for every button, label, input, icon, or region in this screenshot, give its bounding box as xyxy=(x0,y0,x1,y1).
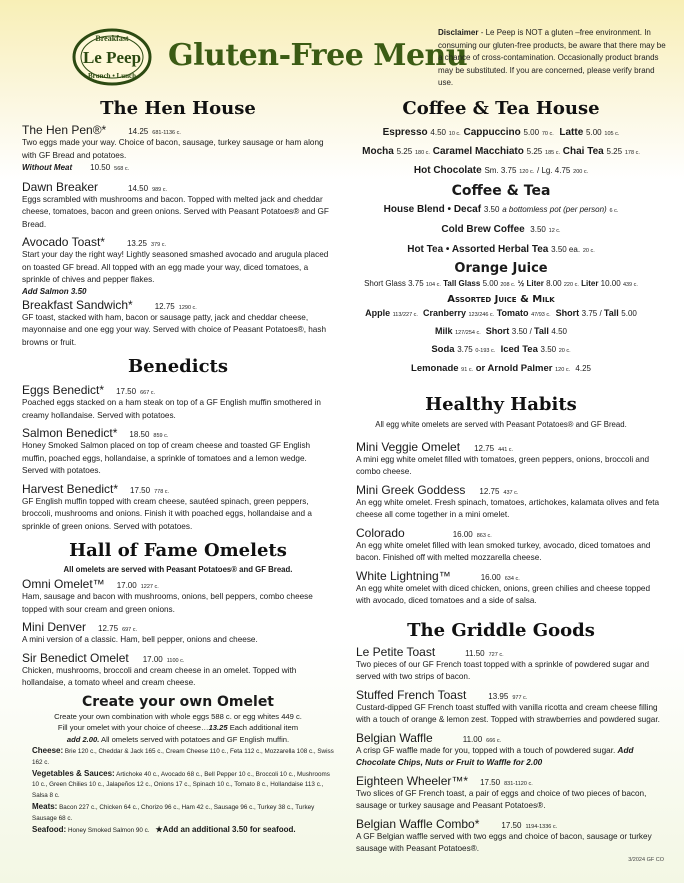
logo-main-text: Le Peep xyxy=(82,48,142,67)
menu-item xyxy=(356,440,662,479)
item-name: Belgian Waffle Combo* xyxy=(356,816,480,831)
item-name: Mini Greek Goddess xyxy=(356,482,466,497)
item-calories: 727 c. xyxy=(488,651,504,658)
item-price: 11.50 xyxy=(465,648,485,658)
item-name: Belgian Waffle xyxy=(356,730,433,745)
drink-calories: 120 c. xyxy=(519,169,535,175)
drink-calories: 123/246 c. xyxy=(468,312,495,318)
item-calories: 667 c. xyxy=(140,390,156,396)
cheese-options: Brie 120 c., Cheddar & Jack 165 c., Cream Cheese 110 c., Feta 112 c., Mozzarella 108 c., Swiss 162 c. xyxy=(32,748,334,766)
orange-juice-title: Orange Juice xyxy=(454,261,548,276)
drink-size: Short xyxy=(555,308,580,318)
griddle-goods-title: The Griddle Goods xyxy=(407,619,595,641)
item-description: GF English muffin topped with cream cheese, sautéed spinach, green peppers, broccoli, mushrooms and onions. Finish it with poached eggs, hollandaise and a sprinkle of green onions. Served with potatoes. xyxy=(22,496,312,531)
menu-item xyxy=(22,235,334,296)
item-name: Eggs Benedict* xyxy=(22,383,105,397)
drink-price: 4.25 xyxy=(575,364,591,373)
item-price: 12.75 xyxy=(98,624,119,633)
lemonade-row xyxy=(340,360,662,379)
menu-item xyxy=(22,482,334,534)
menu-item xyxy=(22,651,334,690)
item-calories: 977 c. xyxy=(512,694,528,701)
drink-price: 4.50 xyxy=(430,128,446,137)
drink-calories: 20 c. xyxy=(582,248,595,254)
item-name: Breakfast Sandwich* xyxy=(22,297,133,312)
drink-price: 3.75 xyxy=(457,345,473,354)
meats-label: Meats: xyxy=(32,801,58,811)
item-price: 17.00 xyxy=(142,654,163,664)
item-price: 17.50 xyxy=(480,777,501,787)
item-calories: 697 c. xyxy=(122,627,138,633)
item-price: 11.00 xyxy=(462,734,483,744)
item-description: Ham, sausage and bacon with mushrooms, onions, bell peppers, combo cheese topped with sour cream and green onions. xyxy=(22,592,313,614)
item-name: Avocado Toast* xyxy=(22,235,105,249)
item-description: Two eggs made your way. Choice of bacon, sausage, turkey sausage or ham along with GF Bread and potatoes. xyxy=(22,138,324,160)
item-name: Mini Denver xyxy=(22,620,87,634)
seafood-options: Honey Smoked Salmon 90 c. xyxy=(66,826,150,834)
item-calories: 1290 c. xyxy=(178,304,197,311)
drink-calories: 6 c. xyxy=(609,208,619,214)
item-price: 13.25 xyxy=(126,239,147,248)
healthy-items xyxy=(340,440,662,608)
drink-name: Latte xyxy=(559,127,584,138)
menu-item xyxy=(356,526,662,565)
omelets-title: Hall of Fame Omelets xyxy=(69,540,287,561)
drink-calories: 120 c. xyxy=(555,367,571,373)
item-calories: 859 c. xyxy=(153,433,169,439)
coffee-row-2 xyxy=(340,143,662,162)
item-calories: 379 c. xyxy=(150,242,166,248)
menu-item xyxy=(356,645,662,684)
item-price: 18.50 xyxy=(129,430,150,439)
item-description: Two slices of GF French toast, a pair of eggs and choice of two pieces of bacon, sausage or turkey sausage and Peasant Potatoes®. xyxy=(356,788,647,810)
menu-item xyxy=(22,180,334,232)
drink-calories: 0-193 c. xyxy=(475,348,496,354)
drink-price: 5.25 xyxy=(396,147,413,156)
item-calories: 778 c. xyxy=(154,488,170,495)
item-calories: 666 c. xyxy=(486,737,502,744)
drink-size: ½ Liter xyxy=(517,279,544,288)
create-line-2-rest: Each additional item xyxy=(227,723,299,732)
menu-item xyxy=(356,731,662,770)
drink-calories: 20 c. xyxy=(558,348,571,354)
vegetables-label: Vegetables & Sauces: xyxy=(32,768,115,778)
hen-house-title: The Hen House xyxy=(100,98,256,119)
drink-price: 3.50 xyxy=(483,205,500,214)
hot-chocolate-row xyxy=(340,162,662,181)
item-extra-price: 10.50 xyxy=(90,163,111,172)
drink-price: 3.50 ea. xyxy=(551,245,581,254)
item-price: 17.50 xyxy=(130,485,151,495)
drink-size: Short xyxy=(485,326,510,336)
drink-calories: 127/254 c. xyxy=(455,330,481,336)
drink-calories: 200 c. xyxy=(573,169,589,175)
footer-code: 3/2024 GF CO xyxy=(628,857,664,863)
seafood-add-note: ★Add an additional 3.50 for seafood. xyxy=(155,824,296,834)
drink-price: 5.00 xyxy=(523,128,540,137)
healthy-habits-title: Healthy Habits xyxy=(425,394,577,415)
item-description: An egg white omelet with diced chicken, onions, green chilies and cheese topped with avocado, diced tomatoes and a side of salsa. xyxy=(356,583,651,605)
drink-price: / Lg. 4.75 xyxy=(537,166,571,175)
item-extra-label: Without Meat xyxy=(22,163,73,172)
item-price: 12.75 xyxy=(154,301,175,311)
item-name: Le Petite Toast xyxy=(356,644,436,659)
disclaimer-text: - Le Peep is NOT a gluten –free environment. In consuming our gluten-free products, be aware that there may be a chance of cross-contamination. Occasionally product brands may be substituted. If you are concerned, please verify brand use. xyxy=(438,28,666,87)
menu-item xyxy=(356,483,662,522)
item-description: Honey Smoked Salmon placed on top of cream cheese and toasted GF English muffin, poached eggs, hollandaise, a sprinkle of tomatoes and a lemon wedge. Served with potatoes. xyxy=(22,441,311,475)
item-price: 13.95 xyxy=(488,691,509,701)
item-calories: 863 c. xyxy=(476,532,492,539)
cheese-label: Cheese: xyxy=(32,746,64,755)
drink-calories: 208 c. xyxy=(500,282,516,288)
item-extra-label: Add Salmon 3.50 xyxy=(22,286,87,296)
drink-price: 3.75 / xyxy=(581,309,604,318)
item-description: A mini version of a classic. Ham, bell pepper, onions and cheese. xyxy=(22,635,258,644)
menu-item xyxy=(356,817,662,856)
create-omelet-title: Create your own Omelet xyxy=(81,693,275,710)
create-price: 13.25 xyxy=(208,723,228,732)
meats-options: Bacon 227 c., Chicken 64 c., Chorizo 96 c., Ham 42 c., Sausage 96 c., Turkey 38 c., Turkey Sausage 68 c. xyxy=(32,803,315,822)
create-line-1: Create your own combination with whole eggs 588 c. or egg whites 449 c. xyxy=(54,711,302,721)
item-calories: 1227 c. xyxy=(140,584,159,590)
menu-item xyxy=(22,577,334,616)
item-calories: 634 c. xyxy=(504,575,520,582)
coffee-row-1 xyxy=(340,124,662,143)
item-name: Stuffed French Toast xyxy=(356,687,467,702)
item-description xyxy=(356,745,662,770)
drink-calories: 10 c. xyxy=(448,131,461,137)
drink-name: Mocha xyxy=(362,146,394,157)
drink-name: Hot Tea • Assorted Herbal Tea xyxy=(407,244,549,255)
item-calories: 681-1136 c. xyxy=(152,130,181,136)
item-price: 14.25 xyxy=(128,127,149,136)
item-price: 12.75 xyxy=(479,486,500,496)
item-description: A mini egg white omelet filled with tomatoes, green peppers, onions, broccoli and combo cheese. xyxy=(356,454,650,476)
griddle-items xyxy=(340,645,662,856)
item-price: 16.00 xyxy=(480,572,501,582)
drink-calories: 220 c. xyxy=(563,282,579,288)
item-name: Colorado xyxy=(356,525,405,540)
drink-calories: 439 c. xyxy=(622,282,638,288)
left-column xyxy=(22,98,334,836)
cold-brew-row xyxy=(340,220,662,241)
drink-price: 3.50 xyxy=(540,345,557,354)
item-price: 12.75 xyxy=(474,443,495,453)
drink-name: House Blend • Decaf xyxy=(383,204,482,215)
create-omelet-instructions xyxy=(22,711,334,746)
item-price: 14.50 xyxy=(128,183,149,193)
drink-name: Cappuccino xyxy=(463,127,521,138)
drink-name: Caramel Macchiato xyxy=(432,146,524,157)
drink-price: 5.25 xyxy=(606,147,623,156)
item-name: Salmon Benedict* xyxy=(22,426,118,440)
menu-item xyxy=(22,123,334,176)
juice-row xyxy=(340,305,662,323)
drink-price: 10.00 xyxy=(600,279,621,288)
item-name: The Hen Pen®* xyxy=(22,123,107,137)
item-description: Chicken, mushrooms, broccoli and cream cheese in an omelet. Topped with hollandaise, a tomato wheel and cream cheese. xyxy=(22,665,297,687)
menu-item xyxy=(356,688,662,727)
item-price: 16.00 xyxy=(452,529,473,539)
item-description: Poached eggs stacked on a ham steak on top of a GF English muffin smothered in creamy hollandaise. Served with potatoes. xyxy=(22,398,321,420)
drink-name: Iced Tea xyxy=(500,344,538,355)
item-description: Eggs scrambled with mushrooms and bacon. Topped with melted jack and cheddar cheese, tomatoes, bacon and green onions. Served with Peasant Potatoes® and GF Bread. xyxy=(22,194,329,229)
item-calories: 831-1120 c. xyxy=(504,780,533,787)
drink-name: Lemonade xyxy=(411,363,459,374)
milk-row xyxy=(340,323,662,341)
drink-calories: 91 c. xyxy=(461,367,474,373)
item-name: White Lightning™ xyxy=(356,568,451,583)
item-extra-calories: 568 c. xyxy=(114,166,130,172)
drink-calories: 113/227 c. xyxy=(392,312,418,318)
or-text: or xyxy=(475,363,486,374)
orange-juice-row xyxy=(340,276,662,293)
drink-calories: 178 c. xyxy=(624,150,640,156)
coffee-tea-title: Coffee & Tea xyxy=(451,183,551,199)
le-peep-logo xyxy=(72,28,152,86)
drink-calories: 105 c. xyxy=(604,131,620,137)
drink-price: 3.50 / xyxy=(511,327,535,336)
drink-calories: 70 c. xyxy=(541,131,554,137)
disclaimer-label: Disclaimer xyxy=(438,28,479,37)
item-name: Dawn Breaker xyxy=(22,179,99,194)
item-calories: 441 c. xyxy=(498,446,514,453)
drink-calories: 185 c. xyxy=(545,150,560,156)
item-name: Omni Omelet™ xyxy=(22,577,105,591)
item-description: Custard-dipped GF French toast stuffed with vanilla ricotta and cream cheese filling with a touch of orange & lemon zest. Topped with strawberries and powdered sugar. xyxy=(356,702,660,724)
item-calories: 437 c. xyxy=(503,489,519,496)
healthy-note: All egg white omelets are served with Peasant Potatoes® and GF Bread. xyxy=(375,420,627,429)
right-column xyxy=(340,98,662,856)
drink-price: 5.00 xyxy=(482,279,499,288)
item-calories: 1194-1336 c. xyxy=(525,823,558,830)
drink-note: a bottomless pot (per person) xyxy=(502,205,607,214)
menu-item xyxy=(356,774,662,813)
item-price: 17.50 xyxy=(116,387,137,396)
drink-price: 3.50 xyxy=(530,225,546,234)
menu-item xyxy=(22,426,334,478)
create-add-price: add 2.00. xyxy=(66,734,100,744)
item-name: Harvest Benedict* xyxy=(22,481,119,496)
item-extra-note: Add Chocolate Chips, Nuts or Fruit to Waffle for 2.00 xyxy=(356,745,634,767)
vegetables-options: Artichoke 40 c., Avocado 68 c., Bell Pepper 10 c., Broccoli 10 c., Mushrooms 10 c., Green Chilies 10 c., Jalapeños 12 c., Onions 17 c., Spinach 10 c., Tomato 8 c., Hollandaise 113 c., Salsa 8 c. xyxy=(32,770,330,800)
drink-name: Cold Brew Coffee xyxy=(441,224,525,235)
menu-item xyxy=(22,620,334,647)
drink-size: Liter xyxy=(581,279,599,288)
item-price: 17.00 xyxy=(116,581,137,590)
drink-name: Cranberry xyxy=(422,308,466,318)
logo-top-text: Breakfast xyxy=(95,34,129,43)
item-description: Two pieces of our GF French toast topped with a sprinkle of powdered sugar and served with two strips of bacon. xyxy=(356,659,650,681)
drink-name: Espresso xyxy=(382,127,428,138)
disclaimer xyxy=(438,27,666,90)
drink-name: Chai Tea xyxy=(562,146,604,157)
hot-tea-row xyxy=(340,241,662,260)
coffee-house-title: Coffee & Tea House xyxy=(402,98,600,119)
item-calories: 1100 c. xyxy=(166,657,185,664)
benedicts-title: Benedicts xyxy=(127,356,229,377)
drink-name: Milk xyxy=(435,326,453,336)
seafood-label: Seafood: xyxy=(32,824,67,834)
drink-price: 5.25 xyxy=(526,147,543,156)
drink-price: Sm. 3.75 xyxy=(484,166,517,175)
house-blend-row xyxy=(340,201,662,220)
drink-name: Soda xyxy=(431,344,455,355)
item-description: An egg white omelet filled with lean smoked turkey, avocado, diced tomatoes and bacon. Finished off with melted mozzarella cheese. xyxy=(356,540,651,562)
drink-size: Tall xyxy=(534,326,549,336)
drink-calories: 12 c. xyxy=(548,228,561,234)
drink-price: 8.00 xyxy=(546,279,562,288)
drink-name: Hot Chocolate xyxy=(413,165,482,176)
drink-calories: 47/93 c. xyxy=(531,312,551,318)
item-description: A GF Belgian waffle served with two eggs and choice of bacon, sausage or turkey sausage with Peasant Potatoes®. xyxy=(356,831,652,853)
create-line-3: All omelets served with potatoes and GF English muffin. xyxy=(99,734,290,744)
item-name: Mini Veggie Omelet xyxy=(356,439,461,454)
drink-name: Tomato xyxy=(496,308,529,318)
item-description: An egg white omelet. Fresh spinach, tomatoes, artichokes, kalamata olives and feta cheese all come together in a mini omelet. xyxy=(356,497,660,519)
drink-price: 3.75 xyxy=(408,279,424,288)
drink-size: Short Glass xyxy=(364,279,406,288)
item-name: Eighteen Wheeler™* xyxy=(356,773,469,788)
drink-price: 5.00 xyxy=(621,309,637,318)
drink-name: Apple xyxy=(365,308,391,318)
drink-price: 5.00 xyxy=(586,128,602,137)
item-name: Sir Benedict Omelet xyxy=(22,650,129,665)
drink-name: Arnold Palmer xyxy=(487,363,553,374)
drink-calories: 104 c. xyxy=(425,282,441,288)
item-description-text: A crisp GF waffle made for you, topped with a touch of powdered sugar. xyxy=(356,745,616,755)
menu-item xyxy=(22,298,334,350)
logo-bottom-text: Brunch • Lunch xyxy=(88,72,136,80)
menu-item xyxy=(22,383,334,422)
omelets-note: All omelets are served with Peasant Potatoes® and GF Bread. xyxy=(63,565,293,574)
drink-size: Tall Glass xyxy=(443,279,481,288)
create-line-2: Fill your omelet with your choice of cheese… xyxy=(57,723,209,732)
menu-item xyxy=(356,569,662,608)
item-calories: 989 c. xyxy=(152,186,168,193)
drink-calories: 180 c. xyxy=(414,150,430,156)
item-description: GF toast, stacked with ham, bacon or sausage patty, jack and cheddar cheese, mayonnaise and one egg your way. Served with choice of Peasant Potatoes®, hash browns or fruit. xyxy=(22,312,326,347)
create-options xyxy=(22,746,334,836)
page-title: Gluten-Free Menu xyxy=(168,38,468,73)
soda-row xyxy=(340,341,662,360)
drink-price: 4.50 xyxy=(551,327,567,336)
drink-size: Tall xyxy=(603,308,619,318)
item-description: Start your day the right way! Lightly seasoned smashed avocado and arugula placed on toasted GF bread. All topped with an egg made your way, diced tomatoes, a sprinkle of chives and pepper flakes. xyxy=(22,250,329,284)
item-price: 17.50 xyxy=(501,820,522,830)
juice-milk-title: Assorted Juice & Milk xyxy=(447,294,555,305)
